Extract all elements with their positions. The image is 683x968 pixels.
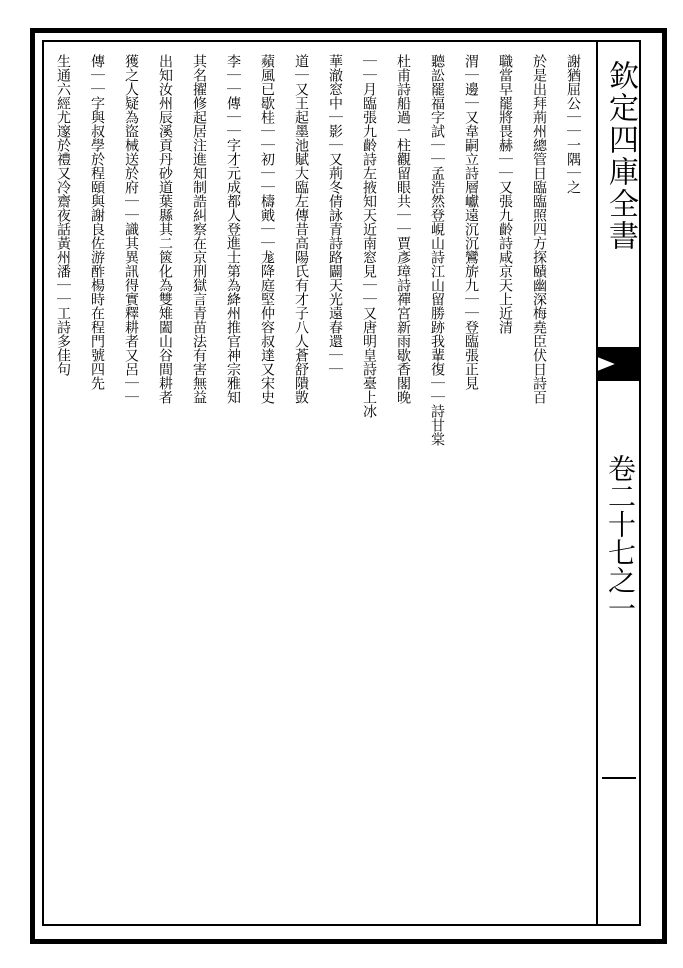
text-column-13: 出知汝州辰溪貢丹砂道葉縣其二篋化為雙雉闔山谷間耕者 — [157, 54, 173, 404]
fish-tail-ornament — [598, 347, 640, 381]
text-column-5: 聽訟罷福字試｜｜孟浩然登峴山詩江山留勝跡我輩復｜｜詩甘棠 — [429, 54, 445, 446]
text-column-16: 生通六經尤邃於禮又冷齋夜話黃州潘｜｜工詩多佳句 — [55, 54, 71, 376]
text-column-12: 其名擢修起居注進知制誥糾察在京刑獄言青苗法有害無益 — [191, 54, 207, 404]
text-column-2: 於是出拜荊州總管日臨臨照四方探賾幽深梅堯臣伏日詩百 — [531, 54, 547, 404]
header-column — [596, 42, 640, 924]
text-column-14: 獲之人疑為盜械送於府｜｜識其異訊得實釋耕者又呂｜｜ — [123, 54, 139, 404]
text-column-10: 蘋風已歇桂｜｜初｜｜檮戭｜｜尨降庭堅仲容叔達又宋史 — [259, 54, 275, 404]
text-column-1: 謝猶屈公｜｜一隅｜之 — [565, 54, 581, 194]
text-column-11: 李｜｜傳｜｜字才元成都人登進士第為絳州推官神宗雅知 — [225, 54, 241, 404]
book-title: 欽定四庫全書 — [603, 60, 638, 252]
text-column-7: ｜｜月臨張九齡詩左掖知天近南窓見｜｜又唐明皇詩臺上冰 — [361, 54, 377, 418]
text-column-6: 杜甫詩船過一柱觀留眼共｜｜賈彥璋詩禪宮新雨歇香閣晚 — [395, 54, 411, 404]
text-area — [50, 46, 594, 922]
text-column-9: 道｜又王起墨池賦大臨左傳昔高陽氏有才子八人蒼舒隤敳 — [293, 54, 309, 404]
text-column-8: 華澈窓中｜影｜又荊冬倩詠青詩路闢天光遠春還｜｜ — [327, 54, 343, 376]
header-divider — [602, 777, 636, 779]
text-column-15: 傳｜｜字與叔學於程頤與謝良佐游酢楊時在程門號四先 — [89, 54, 105, 390]
text-column-3: 職當早罷將畏赫｜｜又張九齡詩咸京天上近清 — [497, 54, 513, 334]
text-column-4: 渭｜邊｜又韋嗣立詩層巘遠沉沉鸞旂九｜｜登臨張正見 — [463, 54, 479, 390]
volume-label: 卷二十七之一 — [604, 454, 637, 622]
